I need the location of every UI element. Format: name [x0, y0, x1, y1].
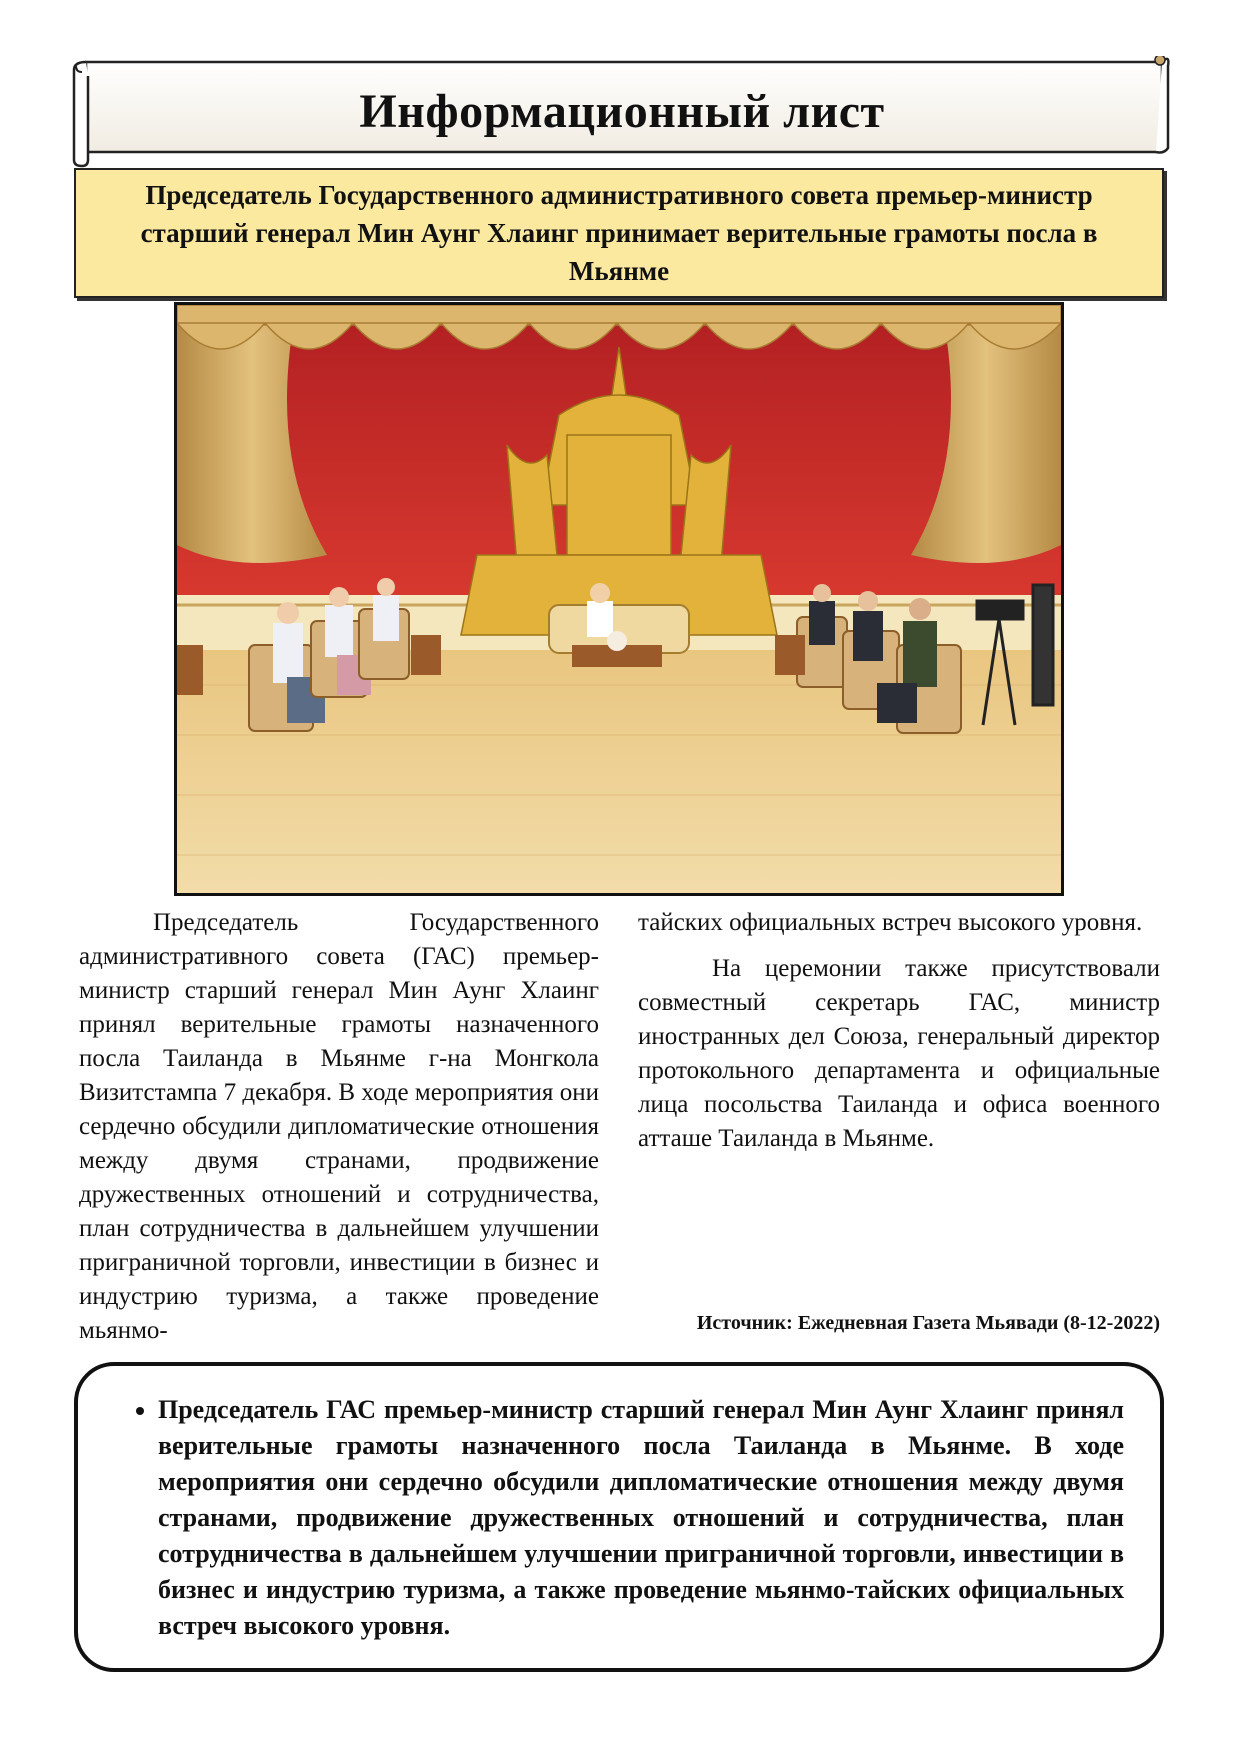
- article-right-column: [638, 906, 1160, 1156]
- ceremony-photo: [174, 302, 1064, 896]
- article-paragraph: На церемонии также присутствовали совместный секретарь ГАС, министр иностранных дел Союза, генеральный директор протокольного департамента и официальные лица посольства Таиланда и офиса военного атташе Таиланда в Мьянме.: [638, 955, 1160, 1152]
- summary-box: [74, 1362, 1164, 1672]
- article-paragraph-continued: тайских официальных встреч высокого уровня.: [638, 909, 1143, 936]
- throne-hall-illustration: [177, 305, 1061, 893]
- title-banner: [72, 56, 1172, 168]
- page-title: Информационный лист: [359, 85, 885, 138]
- summary-list: [134, 1392, 1124, 1644]
- summary-bullet: • Председатель ГАС премьер-министр старший генерал Мин Аунг Хлаинг принял верительные грамоты назначенного посла Таиланда в Мьянме. В ходе мероприятия они сердечно обсудили дипломатические отношения между двумя странами, продвижение дружественных отношений и сотрудничества, план сотрудничества в дальнейшем улучшении приграничной торговли, инвестиции в бизнес и индустрию туризма, а также проведение мьянмо-тайских официальных встреч высокого уровня.: [158, 1392, 1124, 1644]
- headline-box: [74, 168, 1164, 298]
- source-citation: Источник: Ежедневная Газета Мьявади (8-12-2022): [696, 1312, 1160, 1334]
- article-left-column: [79, 906, 599, 1348]
- article-paragraph: Председатель Государственного административного совета (ГАС) премьер-министр старший генерал Мин Аунг Хлаинг принял верительные грамоты назначенного посла Таиланда в Мьянме г-на Монгкола Визитстампа 7 декабря. В ходе мероприятия они сердечно обсудили дипломатические отношения между двумя странами, продвижение дружественных отношений и сотрудничества, план сотрудничества в дальнейшем улучшении приграничной торговли, инвестиции в бизнес и индустрию туризма, а также проведение мьянмо-: [79, 909, 599, 1344]
- headline-text: Председатель Государственного административного совета премьер-министр старший генерал Мин Аунг Хлаинг принимает верительные грамоты посла в Мьянме: [140, 180, 1098, 286]
